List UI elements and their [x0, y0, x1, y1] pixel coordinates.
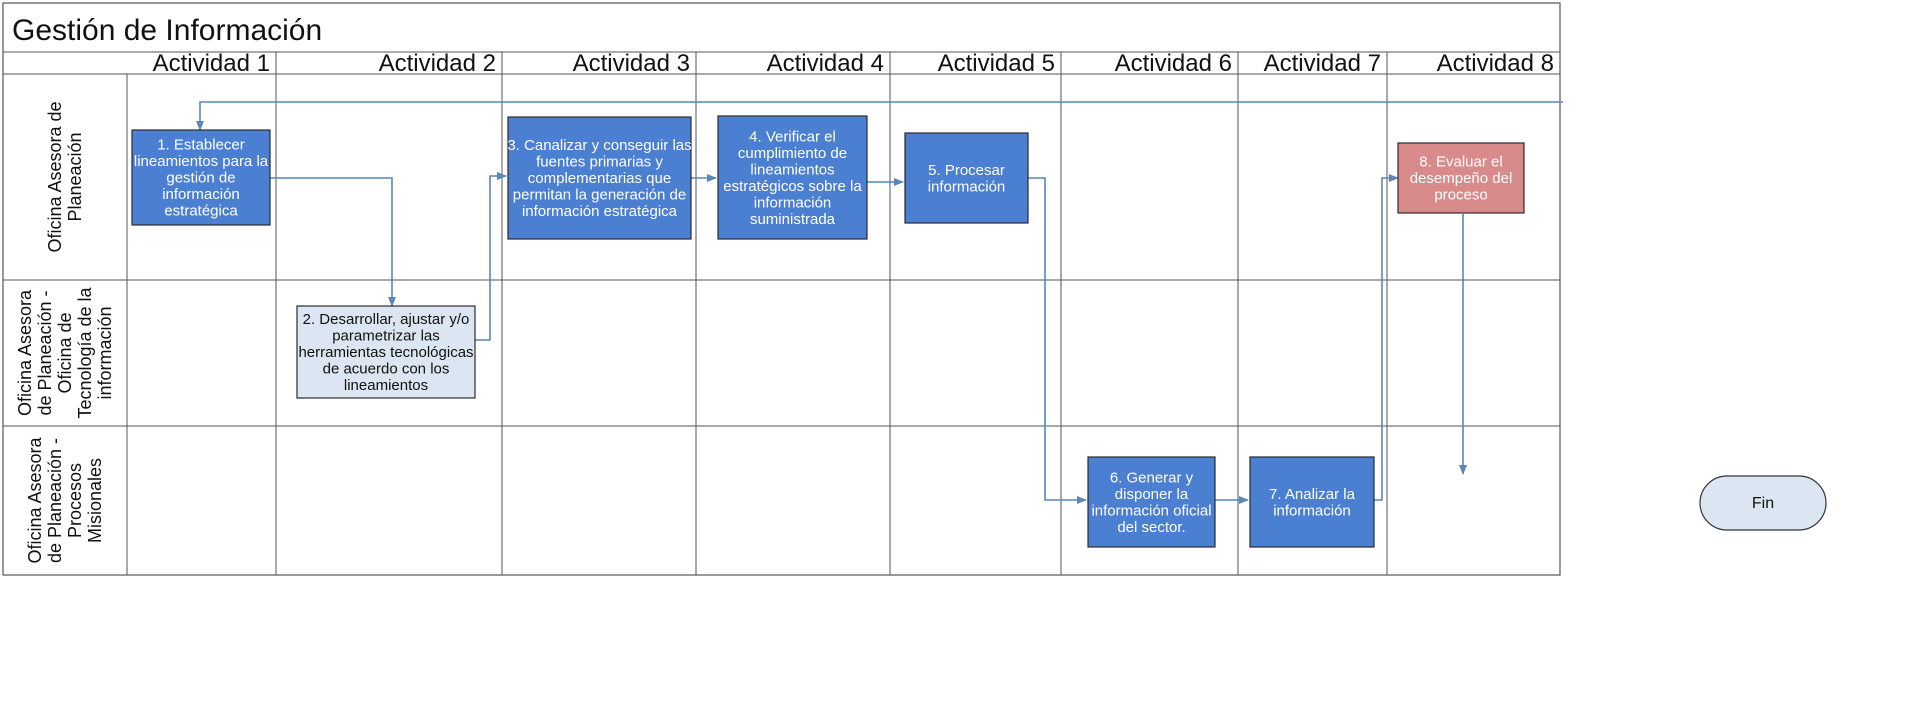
activity-box-text: información estratégica [521, 203, 678, 220]
lane-label-line: Oficina Asesora de [45, 101, 65, 253]
lane-label-1 [45, 101, 85, 252]
activity-box-text: gestión de [166, 169, 236, 187]
conn-5-6 [1028, 178, 1086, 500]
activity-box-text: información [753, 194, 832, 212]
activity-box-text: 8. Evaluar el [1419, 153, 1503, 171]
activity-box-5[interactable] [905, 133, 1028, 223]
lane-label-line: información [95, 306, 115, 400]
column-header-4: Actividad 4 [766, 50, 884, 77]
end-label: Fin [1751, 495, 1775, 512]
activity-box-text: información [927, 178, 1006, 196]
activity-box-text: 3. Canalizar y conseguir las [507, 137, 692, 154]
lane-label-2 [15, 286, 115, 418]
activity-box-text: 7. Analizar la [1269, 485, 1355, 503]
activity-box-text: herramientas tecnológicas [298, 344, 474, 361]
activity-box-text: 1. Establecer [157, 136, 245, 154]
activity-box-7[interactable] [1250, 457, 1374, 547]
activity-box-text: parametrizar las [332, 327, 440, 345]
activity-box-text: complementarias que [527, 170, 672, 187]
activity-box-text: lineamientos [343, 377, 429, 394]
conn-1-2 [270, 178, 392, 306]
activity-box-text: 5. Procesar [928, 161, 1005, 179]
activity-boxes [132, 116, 1524, 547]
column-header-7: Actividad 7 [1263, 50, 1381, 77]
column-header-5: Actividad 5 [937, 50, 1055, 77]
diagram-title: Gestión de Información [12, 14, 323, 47]
activity-box-text: fuentes primarias y [536, 153, 663, 171]
lane-label-line: Oficina Asesora [15, 289, 35, 417]
activity-box-text: información [162, 186, 240, 203]
connectors [200, 102, 1563, 500]
end-terminator[interactable] [1700, 476, 1826, 530]
lane-label-line: de Planeación - [35, 290, 55, 416]
activity-box-3[interactable] [507, 117, 691, 239]
conn-7-8 [1374, 178, 1398, 500]
activity-box-text: información [1273, 502, 1351, 520]
activity-box-8[interactable] [1398, 143, 1524, 213]
lane-label-3 [25, 436, 105, 563]
activity-box-text: 2. Desarrollar, ajustar y/o [302, 311, 470, 328]
activity-box-4[interactable] [718, 116, 867, 239]
activity-box-6[interactable] [1088, 457, 1215, 547]
column-header-1: Actividad 1 [152, 50, 270, 77]
lane-label-line: Tecnología de la [75, 287, 95, 419]
lane-label-line: Misionales [85, 457, 105, 544]
activity-box-text: disponer la [1114, 485, 1189, 503]
column-headers [153, 50, 1554, 77]
activity-box-text: de acuerdo con los [322, 360, 450, 378]
conn-loop-1 [200, 102, 1563, 130]
activity-box-text: proceso [1434, 186, 1488, 204]
activity-box-1[interactable] [132, 130, 270, 225]
column-header-2: Actividad 2 [378, 50, 496, 77]
lane-label-line: Procesos [65, 462, 85, 539]
column-header-3: Actividad 3 [572, 50, 690, 77]
lane-labels [15, 101, 115, 563]
activity-box-text: suministrada [749, 210, 836, 228]
activity-box-text: permitan la generación de [512, 186, 687, 204]
activity-box-text: cumplimiento de [737, 144, 848, 162]
column-header-8: Actividad 8 [1436, 50, 1554, 77]
activity-box-text: lineamientos para la [133, 153, 269, 170]
activity-box-text: 4. Verificar el [749, 128, 836, 146]
activity-box-text: información oficial [1091, 502, 1212, 520]
activity-box-text: 6. Generar y [1109, 469, 1194, 487]
activity-box-text: estratégicos sobre la [723, 177, 862, 195]
activity-box-text: del sector. [1117, 518, 1186, 536]
column-header-6: Actividad 6 [1114, 50, 1232, 77]
activity-box-text: estratégica [164, 202, 238, 220]
activity-box-text: desempeño del [1409, 170, 1513, 187]
lane-label-line: de Planeación - [45, 437, 65, 564]
activity-box-2[interactable] [297, 306, 475, 398]
lane-label-line: Oficina de [55, 312, 75, 394]
lane-label-line: Planeación [65, 132, 85, 222]
activity-box-text: lineamientos [750, 161, 835, 179]
conn-2-3 [475, 176, 506, 340]
lane-label-line: Oficina Asesora [25, 437, 45, 564]
